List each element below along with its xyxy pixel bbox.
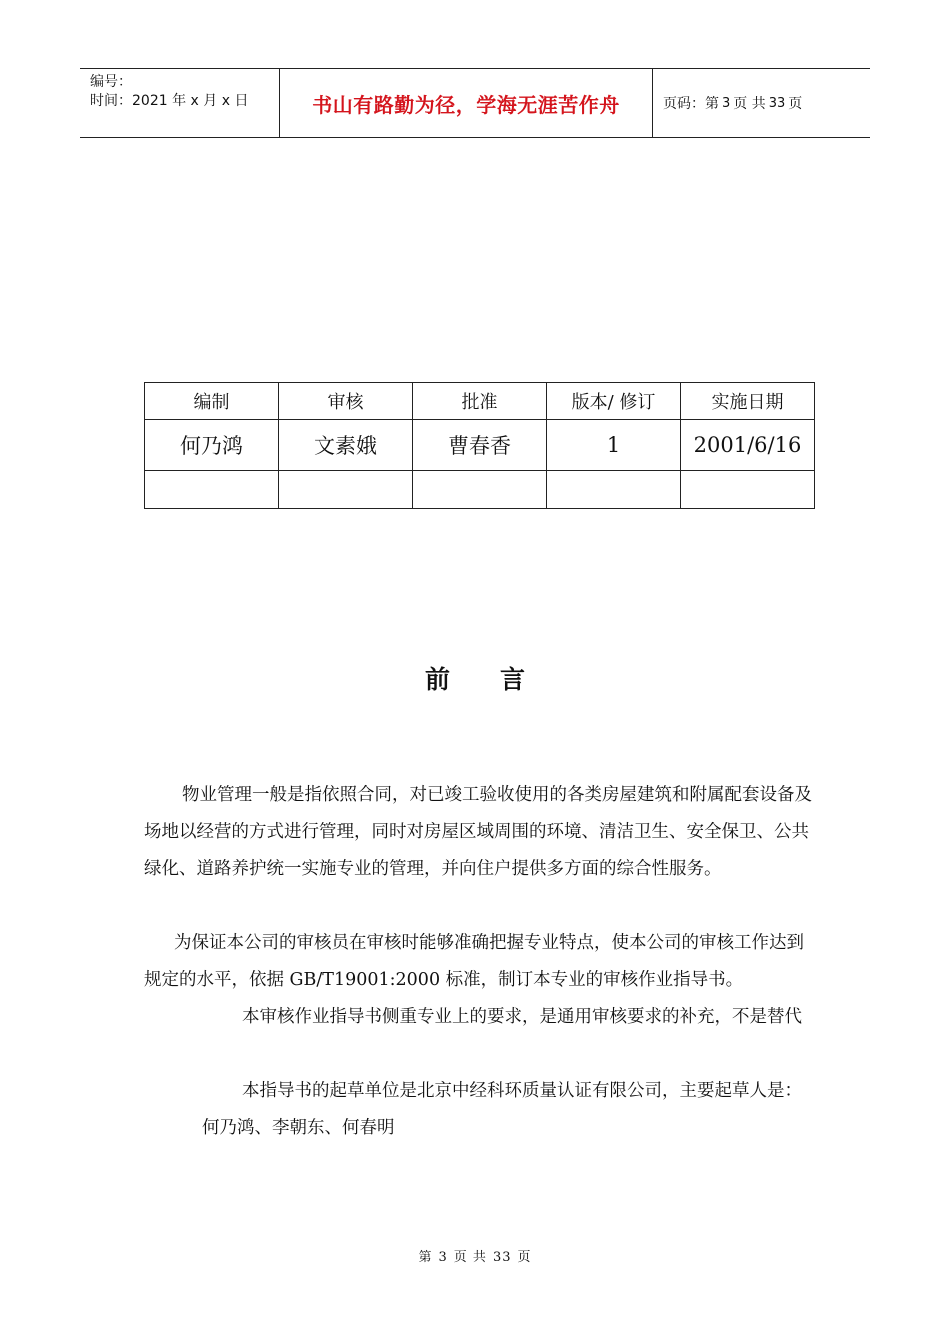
- cell-approver: 曹春香: [413, 420, 547, 471]
- page-footer: [0, 1246, 950, 1265]
- empty-cell: [681, 471, 815, 509]
- document-header: [80, 68, 870, 138]
- header-page-prefix: 页码：第: [663, 96, 719, 112]
- cell-compiler: 何乃鸿: [145, 420, 279, 471]
- header-cell-version: 版本/ 修订: [547, 383, 681, 420]
- footer-total: 33: [492, 1250, 512, 1265]
- header-motto: 书山有路勤为径，学海无涯苦作舟: [280, 69, 653, 137]
- footer-mid: 页 共: [453, 1250, 487, 1265]
- header-page-total: 33: [768, 95, 786, 111]
- empty-cell: [547, 471, 681, 509]
- footer-prefix: 第: [418, 1250, 433, 1265]
- empty-cell: [145, 471, 279, 509]
- paragraph-drafters: 本指导书的起草单位是北京中经科环质量认证有限公司，主要起草人是：何乃鸿、李朝东、何春明: [202, 1081, 802, 1138]
- paragraph-scope: 本审核作业指导书侧重专业上的要求，是通用审核要求的补充，不是替代: [242, 1007, 802, 1027]
- header-page-suffix: 页: [788, 96, 803, 112]
- footer-suffix: 页: [517, 1250, 532, 1265]
- approval-data-row: [145, 420, 815, 471]
- cell-reviewer: 文素娥: [279, 420, 413, 471]
- paragraph-intro: 物业管理一般是指依照合同，对已竣工验收使用的各类房屋建筑和附属配套设备及场地以经营的方式进行管理，同时对房屋区域周围的环境、清洁卫生、安全保卫、公共绿化、道路养护统一实施专业的管理，并向住户提供多方面的综合性服务。: [144, 785, 812, 879]
- empty-cell: [279, 471, 413, 509]
- header-page-mid: 页 共: [733, 96, 766, 112]
- header-number-label: 编号：: [90, 74, 132, 90]
- header-cell-approved: 批准: [413, 383, 547, 420]
- cell-effective-date: 2001/6/16: [681, 420, 815, 471]
- page-title: 前言: [424, 665, 575, 694]
- header-date: 时间：2021 年 x 月 x 日: [90, 93, 249, 109]
- header-cell-compiled: 编制: [145, 383, 279, 420]
- header-meta: [80, 69, 280, 137]
- empty-cell: [413, 471, 547, 509]
- header-cell-effective-date: 实施日期: [681, 383, 815, 420]
- footer-current: 3: [438, 1250, 448, 1265]
- paragraph-purpose: 为保证本公司的审核员在审核时能够准确把握专业特点，使本公司的审核工作达到规定的水平，依据 GB/T19001:2000 标准，制订本专业的审核作业指导书。: [144, 933, 804, 990]
- cell-version: 1: [547, 420, 681, 471]
- approval-empty-row: [145, 471, 815, 509]
- approval-header-row: [145, 383, 815, 420]
- header-page-info: [653, 69, 870, 137]
- approval-table: [144, 382, 815, 509]
- header-page-current: 3: [722, 95, 731, 111]
- header-cell-reviewed: 审核: [279, 383, 413, 420]
